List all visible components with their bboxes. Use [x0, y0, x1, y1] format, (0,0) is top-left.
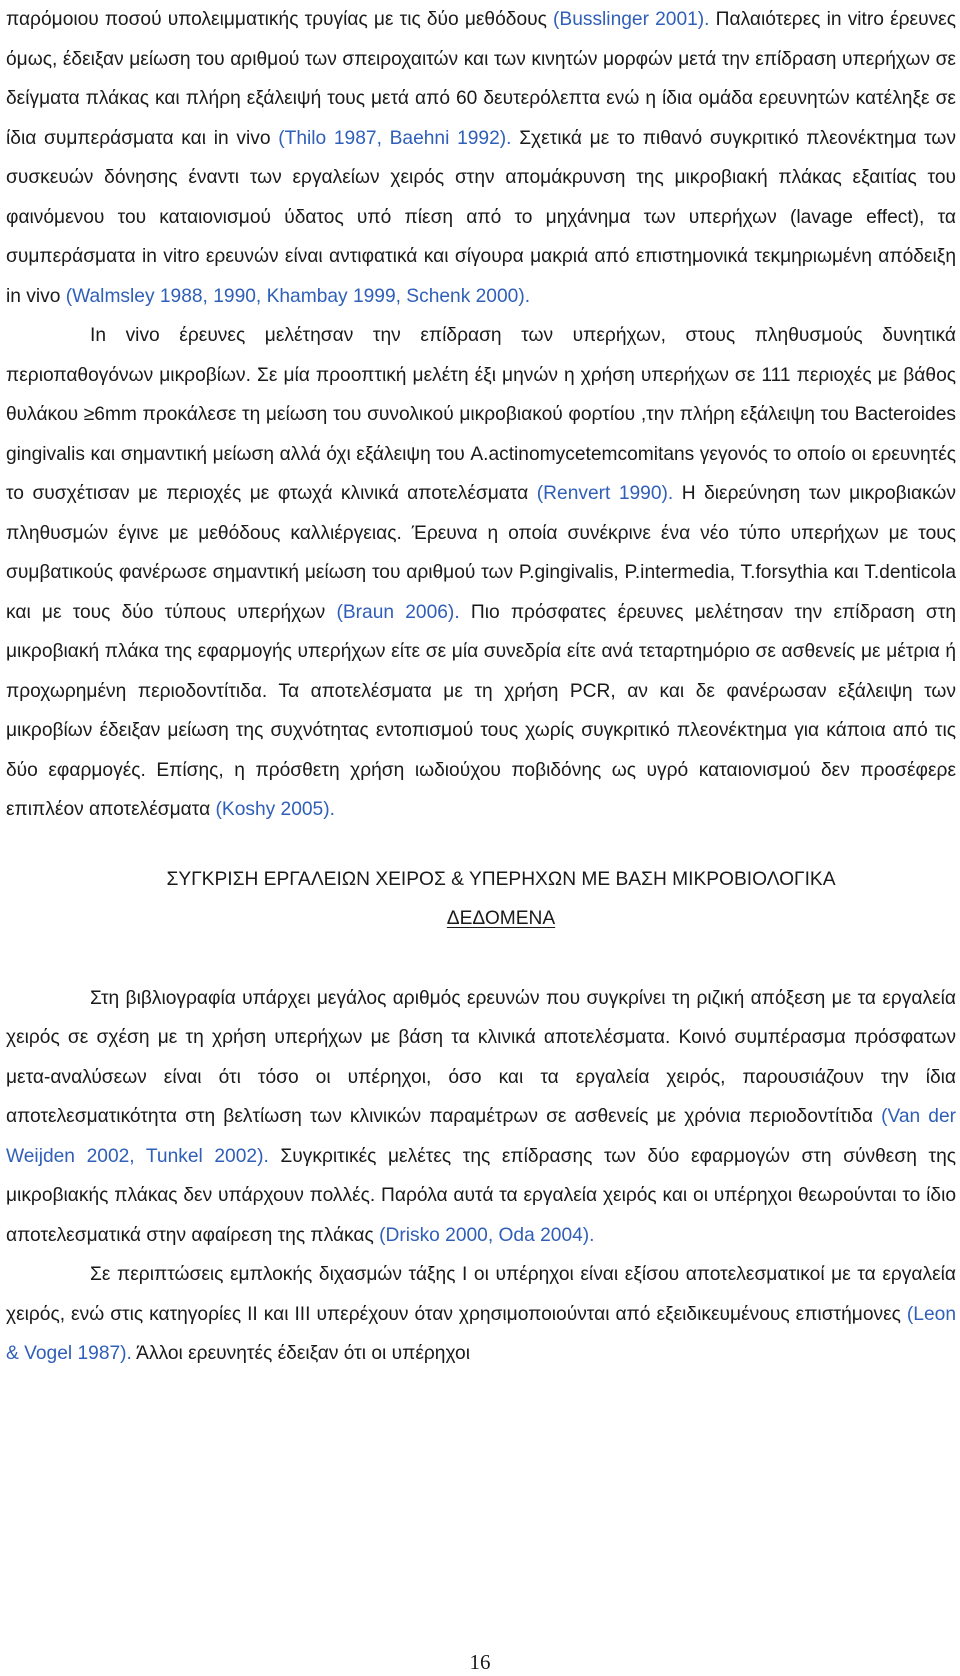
- paragraph-ultrasonic-efficacy: [6, 0, 956, 316]
- section-heading: [6, 860, 956, 939]
- paragraph-text: παρόμοιου ποσού υπολειμματικής τρυγίας με τις δύο μεθόδους: [6, 9, 553, 30]
- document-body: [6, 0, 956, 1374]
- citation-busslinger: (Busslinger 2001).: [553, 9, 710, 30]
- paragraph-comparison: [6, 979, 956, 1256]
- citation-walmsley-khambay-schenk: (Walmsley 1988, 1990, Khambay 1999, Schenk 2000).: [65, 285, 531, 307]
- paragraph-text: Άλλοι ερευνητές έδειξαν ότι οι υπέρηχοι: [131, 1343, 470, 1364]
- paragraph-text: In vivo έρευνες μελέτησαν την επίδραση των υπερήχων, στους πληθυσμούς δυνητικά περιοπαθογόνων μικροβίων. Σε μία προοπτική μελέτη έξι μηνών η χρήση υπερήχων σε 111 περιοχές με βάθος θυλάκου ≥6mm προκάλεσε τη μείωση του συνολικού μικροβιακού φορτίου ,την πλήρη εξάλειψη του Bacteroides gingivalis και σημαντική μείωση αλλά όχι εξάλειψη του A.actinomycetemcomitans γεγονός το οποίο οι ερευνητές το συσχέτισαν με περιοχές με φτωχά κλινικά αποτελέσματα: [6, 325, 956, 504]
- citation-drisko-oda: (Drisko 2000, Oda 2004).: [379, 1224, 595, 1246]
- citation-thilo-baehni: (Thilo 1987, Baehni 1992).: [278, 127, 512, 149]
- paragraph-text: Σε περιπτώσεις εμπλοκής διχασμών τάξης I οι υπέρηχοι είναι εξίσου αποτελεσματικοί με τα εργαλεία χειρός, ενώ στις κατηγορίες II και III υπερέχουν όταν χρησιμοποιούνται από εξειδικευμένους επιστήμονες: [6, 1264, 956, 1325]
- paragraph-text: Πιο πρόσφατες έρευνες μελέτησαν την επίδραση στη μικροβιακή πλάκα της εφαρμογής υπερήχων είτε σε μία συνεδρία είτε ανά τεταρτημόριο σε ασθενείς με μέτρια ή προχωρημένη περιοδοντίτιδα. Τα αποτελέσματα με τη χρήση PCR, αν και δε φανέρωσαν εξάλειψη των μικροβίων έδειξαν μείωση της συχνότητας εντοπισμού τους χωρίς συγκριτικό πλεονέκτημα για κάποια από τις δύο εφαρμογές. Επίσης, η πρόσθετη χρήση ιωδιούχου ποβιδόνης ως υγρό καταιονισμού δεν προσέφερε επιπλέον αποτελέσματα: [6, 601, 956, 820]
- page-number: 16: [469, 1650, 491, 1674]
- citation-braun: (Braun 2006).: [336, 601, 460, 623]
- paragraph-text: Στη βιβλιογραφία υπάρχει μεγάλος αριθμός ερευνών που συγκρίνει τη ριζική απόξεση με τα εργαλεία χειρός σε σχέση με τη χρήση υπερήχων με βάση τα κλινικά αποτελέσματα. Κοινό συμπέρασμα πρόσφατων μετα-αναλύσεων είναι ότι τόσο οι υπέρηχοι, όσο και τα εργαλεία χειρός, παρουσιάζουν την ίδια αποτελεσματικότητα στη βελτίωση των κλινικών παραμέτρων σε ασθενείς με χρόνια περιοδοντίτιδα: [6, 987, 956, 1127]
- section-heading-line-2: ΔΕΔΟΜΕΝΑ: [446, 908, 556, 929]
- citation-leon-vogel: (Leon & Vogel 1987).: [6, 1303, 956, 1364]
- paragraph-text: Σχετικά με το πιθανό συγκριτικό πλεονέκτημα των συσκευών δόνησης έναντι των εργαλείων χειρός στην απομάκρυνση της μικροβιακή πλάκας εξαιτίας του φαινόμενου του καταιονισμού ύδατος υπό πίεση από το μηχάνημα των υπερήχων (lavage effect), τα συμπεράσματα in vitro ερευνών είναι αντιφατικά και σίγουρα μακριά από επιστημονικά τεκμηριωμένη απόδειξη in vivo: [6, 127, 956, 307]
- citation-renvert: (Renvert 1990).: [536, 483, 674, 504]
- paragraph-in-vivo-studies: [6, 316, 956, 830]
- paragraph-text: Συγκριτικές μελέτες της επίδρασης των δύο εφαρμογών στη σύνθεση της μικροβιακής πλάκας δεν υπάρχουν πολλές. Παρόλα αυτά τα εργαλεία χειρός και οι υπέρηχοι θεωρούνται το ίδιο αποτελεσματικά στην αφαίρεση της πλάκας: [6, 1145, 956, 1246]
- paragraph-text: Παλαιότερες in vitro έρευνες όμως, έδειξαν μείωση του αριθμού των σπειροχαιτών και των κινητών μορφών μετά την επίδραση υπερήχων σε δείγματα πλάκας και πλήρη εξάλειψή τους μετά από 60 δευτερόλεπτα ενώ η ίδια ομάδα ερευνητών κατέληξε σε ίδια συμπεράσματα και in vivo: [6, 9, 956, 149]
- citation-van-der-weijden-tunkel: (Van der Weijden 2002, Tunkel 2002).: [6, 1106, 957, 1167]
- section-heading-line-1: ΣΥΓΚΡΙΣΗ ΕΡΓΑΛΕΙΩΝ ΧΕΙΡΟΣ & ΥΠΕΡΗΧΩΝ ΜΕ ΒΑΣΗ ΜΙΚΡΟΒΙΟΛΟΓΙΚΑ: [166, 868, 836, 890]
- paragraph-furcation: [6, 1255, 956, 1374]
- paragraph-text: Η διερεύνηση των μικροβιακών πληθυσμών έγινε με μεθόδους καλλιέργειας. Έρευνα η οποία συνέκρινε ένα νέο τύπο υπερήχων με τους συμβατικούς φανέρωσε σημαντική μείωση του αριθμού των P.gingivalis, P.intermedia, T.forsythia και T.denticola και με τους δύο τύπους υπερήχων: [6, 483, 957, 623]
- citation-koshy: (Koshy 2005).: [215, 799, 335, 820]
